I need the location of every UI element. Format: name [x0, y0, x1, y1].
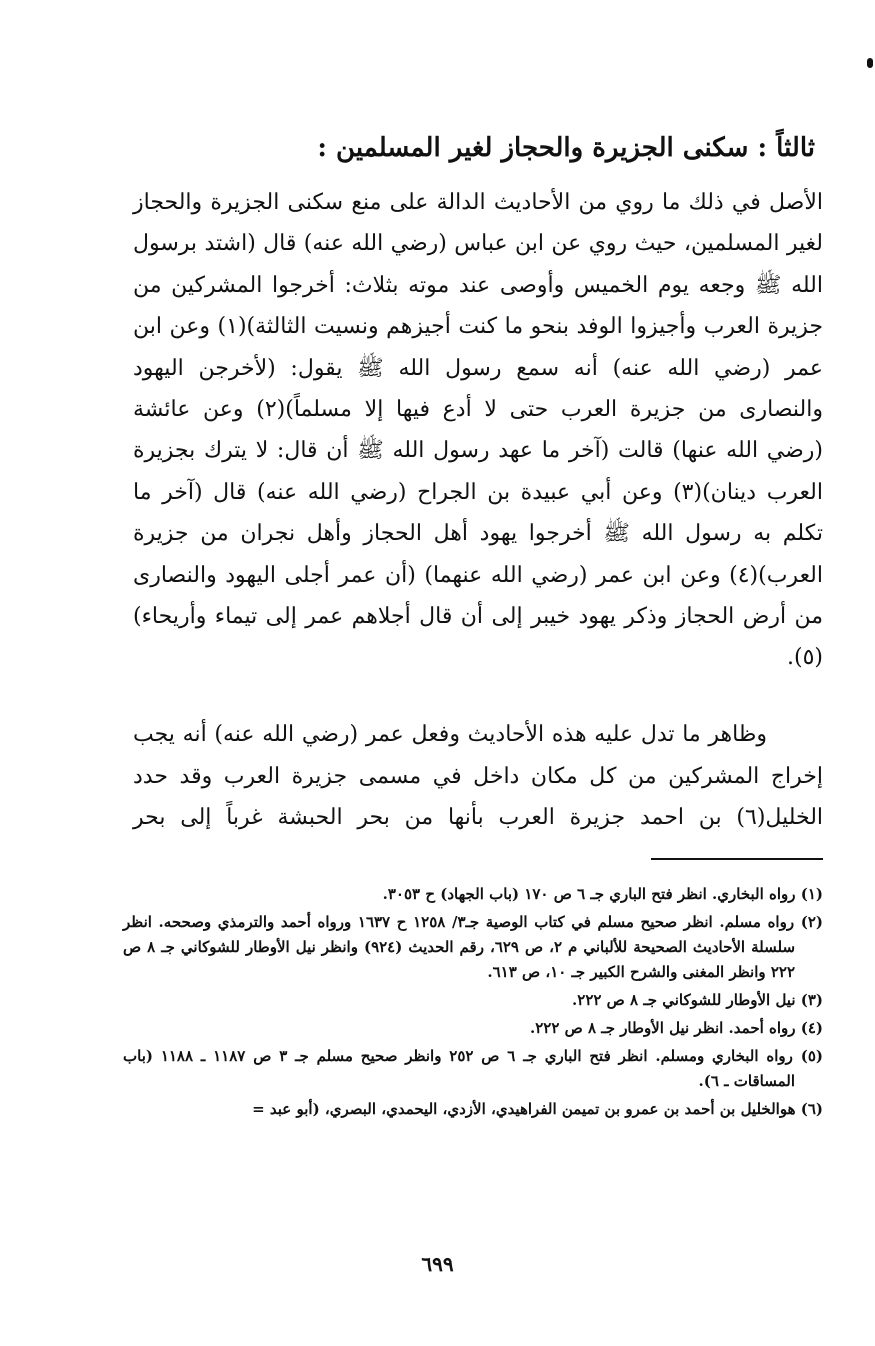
section-heading: ثالثاً : سكنى الجزيرة والحجاز لغير المسلمين :	[317, 133, 815, 163]
footnotes	[123, 882, 823, 1125]
footnote-5: (٥) رواه البخاري ومسلم. انظر فتح الباري جـ ٦ ص ٢٥٢ وانظر صحيح مسلم جـ ٣ ص ١١٨٧ ـ ١١٨٨ (باب المساقات ـ ٦).	[123, 1047, 823, 1090]
footnote-separator	[651, 858, 823, 860]
footnote-3: (٣) نيل الأوطار للشوكاني جـ ٨ ص ٢٢٢.	[572, 991, 823, 1009]
footnote-6: (٦) هوالخليل بن أحمد بن عمرو بن تميمن الفراهيدي، الأزدي، اليحمدي، البصري، (أبو عبد =	[252, 1100, 823, 1118]
scan-mark	[867, 58, 873, 68]
footnote-2: (٢) رواه مسلم. انظر صحيح مسلم في كتاب الوصية جـ٣/ ١٢٥٨ ح ١٦٣٧ ورواه أحمد والترمذي وصححه. انظر سلسلة الأحاديث الصحيحة للألباني م ٢، ص ٦٢٩، رقم الحديث (٩٢٤) وانظر نيل الأوطار للشوكاني جـ ٨ ص ٢٢٢ وانظر المغنى والشرح الكبير جـ ١٠، ص ٦١٣.	[123, 913, 823, 981]
body-paragraph-1: الأصل في ذلك ما روي من الأحاديث الدالة على منع سكنى الجزيرة والحجاز لغير المسلمين، حيث روي عن ابن عباس (رضي الله عنه) قال (اشتد برسول الله ﷺ وجعه يوم الخميس وأوصى عند موته بثلاث: أخرجوا المشركين من جزيرة العرب وأجيزوا الوفد بنحو ما كنت أجيزهم ونسيت الثالثة)(١) وعن ابن عمر (رضي الله عنه) أنه سمع رسول الله ﷺ يقول: (لأخرجن اليهود والنصارى من جزيرة العرب حتى لا أدع فيها إلا مسلماً)(٢) وعن عائشة (رضي الله عنها) قالت (آخر ما عهد رسول الله ﷺ أن قال: لا يترك بجزيرة العرب دينان)(٣) وعن أبي عبيدة بن الجراح (رضي الله عنه) قال (آخر ما تكلم به رسول الله ﷺ أخرجوا يهود أهل الحجاز وأهل نجران من جزيرة العرب)(٤) وعن ابن عمر (رضي الله عنهما) (أن عمر أجلى اليهود والنصارى من أرض الحجاز وذكر يهود خيبر إلى أن قال أجلاهم عمر إلى تيماء وأريحاء)(٥).	[133, 190, 823, 671]
page-number: ٦٩٩	[421, 1252, 454, 1276]
footnote-1: (١) رواه البخاري. انظر فتح الباري جـ ٦ ص ١٧٠ (باب الجهاد) ح ٣٠٥٣.	[382, 885, 823, 903]
footnote-4: (٤) رواه أحمد. انظر نيل الأوطار جـ ٨ ص ٢٢٢.	[530, 1019, 823, 1037]
body-paragraph-2: وظاهر ما تدل عليه هذه الأحاديث وفعل عمر (رضي الله عنه) أنه يجب إخراج المشركين من كل مكان داخل في مسمى جزيرة العرب وقد حدد الخليل(٦) بن احمد جزيرة العرب بأنها من بحر الحبشة غرباً إلى بحر	[133, 722, 824, 830]
